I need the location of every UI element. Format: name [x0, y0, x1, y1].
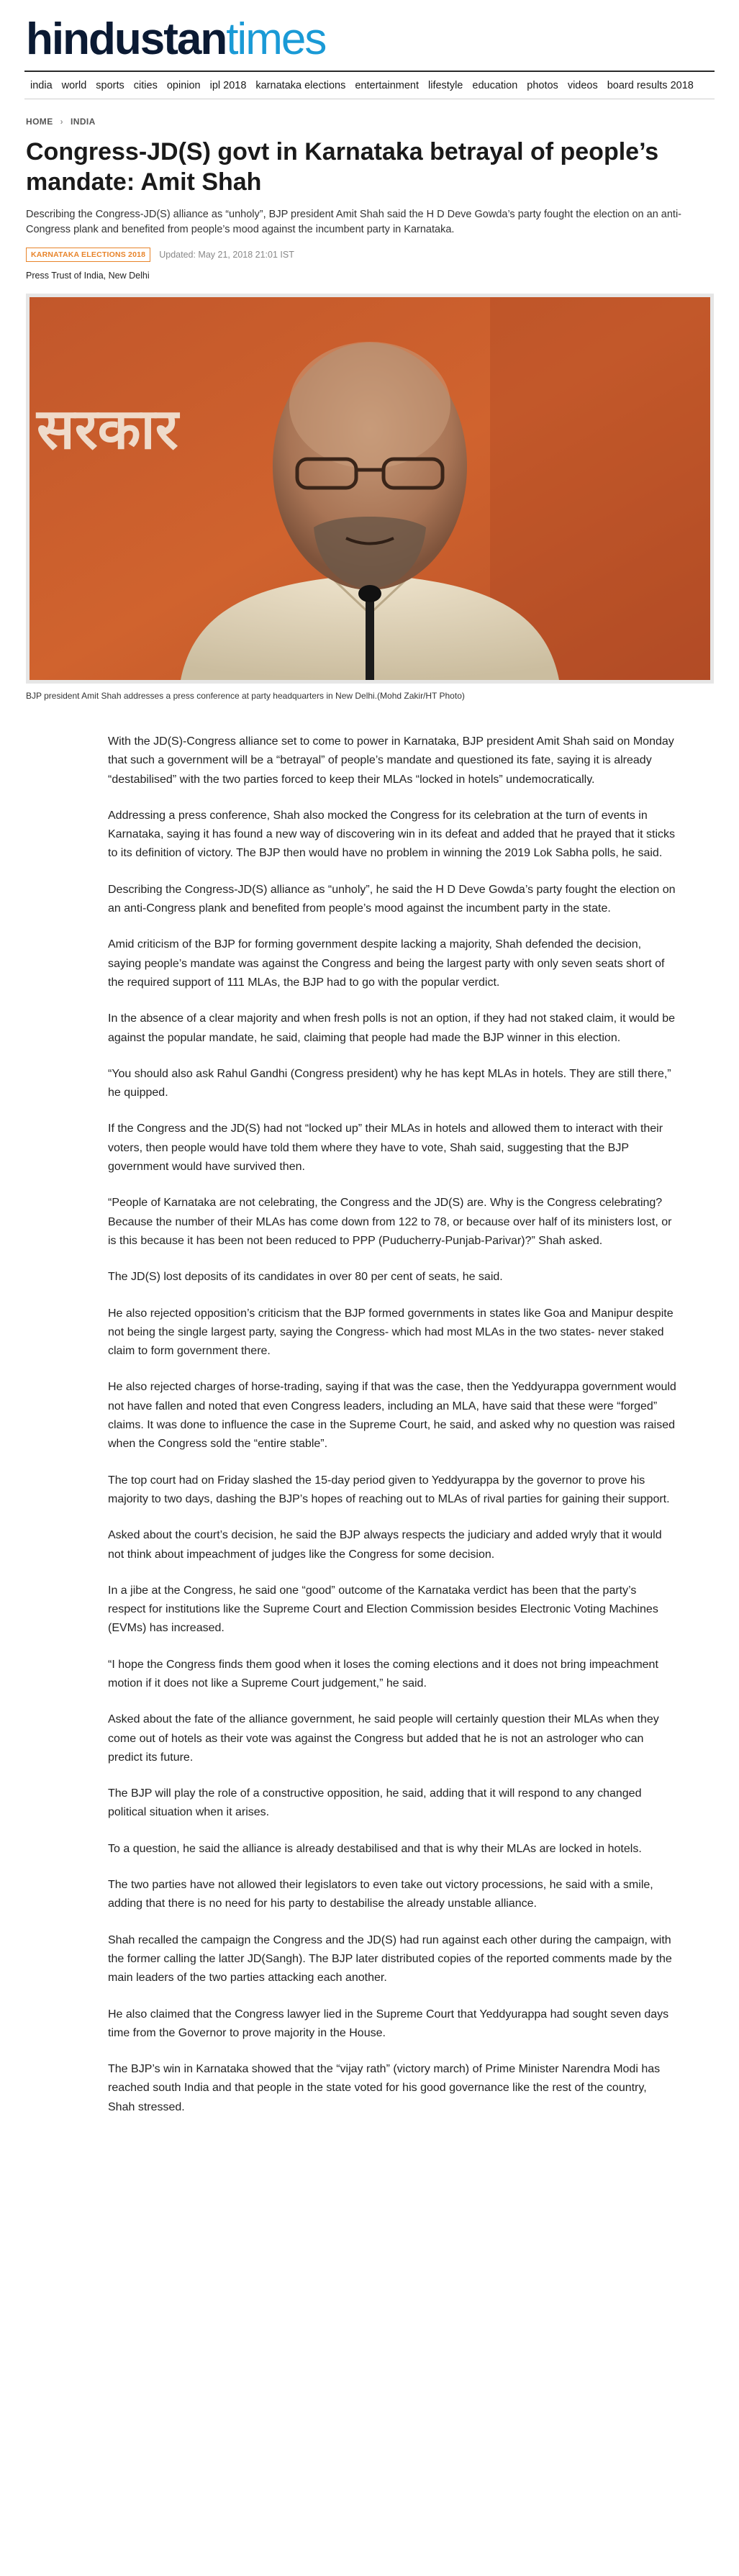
article-paragraph: In a jibe at the Congress, he said one “good” outcome of the Karnataka verdict has been that the party’s respect for institutions like the Supreme Court and Election Commission besides Electronic Voting Machines (EVMs) has increased.: [108, 1584, 658, 1635]
microphone-stand: [366, 596, 374, 680]
main-nav: [24, 71, 715, 99]
nav-item-lifestyle[interactable]: lifestyle: [428, 79, 463, 91]
article-paragraph: Shah recalled the campaign the Congress and the JD(S) had run against each other during the campaign, with the former calling the latter JD(Sangh). The BJP later distributed copies of the reported comments made by the main leaders of the two parties attacking each another.: [108, 1933, 672, 1985]
article-paragraph: In the absence of a clear majority and when fresh polls is not an option, if they had not staked claim, it would be against the popular mandate, he said, claiming that people had made the BJP winner in this election.: [108, 1012, 676, 1044]
nav-item-sports[interactable]: sports: [96, 79, 124, 91]
nav-item-cities[interactable]: cities: [133, 79, 158, 91]
article-paragraph: He also rejected charges of horse-trading, saying if that was the case, then the Yeddyurappa government would not have fallen and noted that even Congress leaders, including an MLA, have said that these were “forged” claims. It was done to influence the case in the Supreme Court, he said, and asked why no question was raised when the Congress sold the “entire stable”.: [108, 1381, 676, 1451]
nav-item-entertainment[interactable]: entertainment: [355, 79, 420, 91]
article-paragraph: Asked about the fate of the alliance government, he said people will certainly question their MLAs when they come out of hotels as their vote was against the Congress but added that he is not an astrologer who can predict its future.: [108, 1713, 659, 1764]
forehead-highlight: [289, 342, 450, 468]
updated-timestamp: Updated: May 21, 2018 21:01 IST: [159, 250, 294, 260]
article-body: [108, 733, 676, 2117]
nav-item-opinion[interactable]: opinion: [166, 79, 201, 91]
article-paragraph: “People of Karnataka are not celebrating, the Congress and the JD(S) are. Why is the Congress celebrating? Because the number of their MLAs has come down from 122 to 78, or because over half of its ministers lost, or is this because it has been not been reduced to PPP (Puducherry-Punjab-Parivar)?” Shah asked.: [108, 1197, 672, 1247]
hero-image: [26, 294, 714, 684]
masthead: [0, 0, 739, 71]
breadcrumb: [26, 117, 739, 127]
article-paragraph: The top court had on Friday slashed the 15-day period given to Yeddyurappa by the governor to prove his majority to two days, dashing the BJP’s hopes of reaching out to MLAs of rival parties for gaining their support.: [108, 1474, 670, 1505]
byline: Press Trust of India, New Delhi: [26, 271, 150, 281]
nav-item-world[interactable]: world: [61, 79, 87, 91]
site-logo[interactable]: [26, 14, 739, 64]
image-caption: BJP president Amit Shah addresses a press conference at party headquarters in New Delhi.(Mohd Zakir/HT Photo): [26, 691, 465, 701]
article-paragraph: He also claimed that the Congress lawyer lied in the Supreme Court that Yeddyurappa had sought seven days time from the Governor to prove majority in the House.: [108, 2008, 669, 2039]
microphone-icon: [358, 585, 381, 602]
breadcrumb-section[interactable]: INDIA: [71, 117, 96, 127]
article-paragraph: He also rejected opposition’s criticism that the BJP formed governments in states like Goa and Manipur despite not being the single largest party, saying the Congress- which had most MLAs in the two states- never staked claim to form government there.: [108, 1307, 674, 1358]
article-paragraph: If the Congress and the JD(S) had not “locked up” their MLAs in hotels and allowed them to interact with their voters, then people would have told them where they have to vote, Shah said, suggesting that the BJP government would have survived then.: [108, 1123, 663, 1174]
article-paragraph: “You should also ask Rahul Gandhi (Congress president) why he has kept MLAs in hotels. They are still there,” he quipped.: [108, 1067, 671, 1099]
article-paragraph: The two parties have not allowed their legislators to even take out victory processions, he said with a smile, adding that there is no need for his party to destabilise the already unstable alliance.: [108, 1879, 653, 1910]
article-summary: Describing the Congress-JD(S) alliance as “unholy”, BJP president Amit Shah said the H D Deve Gowda’s party fought the election on an anti-Congress plank and benefited from people’s mood against the incumbent party in Karnataka.: [26, 209, 682, 235]
article-paragraph: “I hope the Congress finds them good when it loses the coming elections and it does not bring impeachment motion if it does not like a Supreme Court judgement,” he said.: [108, 1658, 658, 1690]
logo-part-times: times: [226, 14, 326, 64]
nav-item-board-results[interactable]: board results 2018: [607, 79, 694, 91]
nav-item-photos[interactable]: photos: [527, 79, 558, 91]
article-meta: [26, 248, 739, 262]
article-paragraph: Asked about the court’s decision, he said the BJP always respects the judiciary and added wryly that it would not think about impeachment of judges like the Congress for some decision.: [108, 1529, 662, 1561]
topic-tag[interactable]: KARNATAKA ELECTIONS 2018: [26, 248, 150, 262]
chevron-right-icon: ›: [60, 117, 64, 127]
breadcrumb-home[interactable]: HOME: [26, 117, 53, 127]
article-paragraph: The BJP’s win in Karnataka showed that the “vijay rath” (victory march) of Prime Minister Narendra Modi has reached south India and that people in the state voted for his good governance like the rest of the country, Shah stressed.: [108, 2063, 661, 2113]
article-paragraph: The BJP will play the role of a constructive opposition, he said, adding that it will respond to any changed political situation when it arises.: [108, 1787, 642, 1819]
article-paragraph: Addressing a press conference, Shah also mocked the Congress for its celebration at the turn of events in Karnataka, saying it has found a new way of discovering win in its defeat and added that he prayed that it sticks to its definition of victory. The BJP then would have no problem in winning the 2019 Lok Sabha polls, he said.: [108, 809, 676, 860]
hero-photo-illustration: [30, 297, 710, 680]
logo-part-hindustan: hindustan: [26, 14, 227, 64]
article-paragraph: To a question, he said the alliance is already destabilised and that is why their MLAs are locked in hotels.: [108, 1842, 642, 1855]
backdrop-lettering: सरकार: [37, 397, 178, 462]
article-paragraph: With the JD(S)-Congress alliance set to come to power in Karnataka, BJP president Amit Shah said on Monday that such a government will be a “betrayal” of people’s mandate and questioned its fate, saying it is already “destabilised” with the two parties forced to keep their MLAs “locked in hotels” undemocratically.: [108, 735, 674, 786]
article-headline: Congress-JD(S) govt in Karnataka betrayal of people’s mandate: Amit Shah: [26, 138, 659, 196]
nav-item-education[interactable]: education: [472, 79, 518, 91]
article-paragraph: Describing the Congress-JD(S) alliance as “unholy”, he said the H D Deve Gowda’s party fought the election on an anti-Congress plank and benefited from people’s mood against the incumbent party in the state.: [108, 883, 676, 915]
article-paragraph: The JD(S) lost deposits of its candidates in over 80 per cent of seats, he said.: [108, 1271, 503, 1284]
article-paragraph: Amid criticism of the BJP for forming government despite lacking a majority, Shah defended the decision, saying people’s mandate was against the Congress and being the largest party with only seven seats short of the required support of 111 MLAs, the BJP had to go with the popular verdict.: [108, 938, 665, 989]
nav-item-ipl-2018[interactable]: ipl 2018: [209, 79, 247, 91]
nav-item-videos[interactable]: videos: [567, 79, 598, 91]
nav-item-karnataka-elections[interactable]: karnataka elections: [255, 79, 346, 91]
nav-item-india[interactable]: india: [30, 79, 53, 91]
